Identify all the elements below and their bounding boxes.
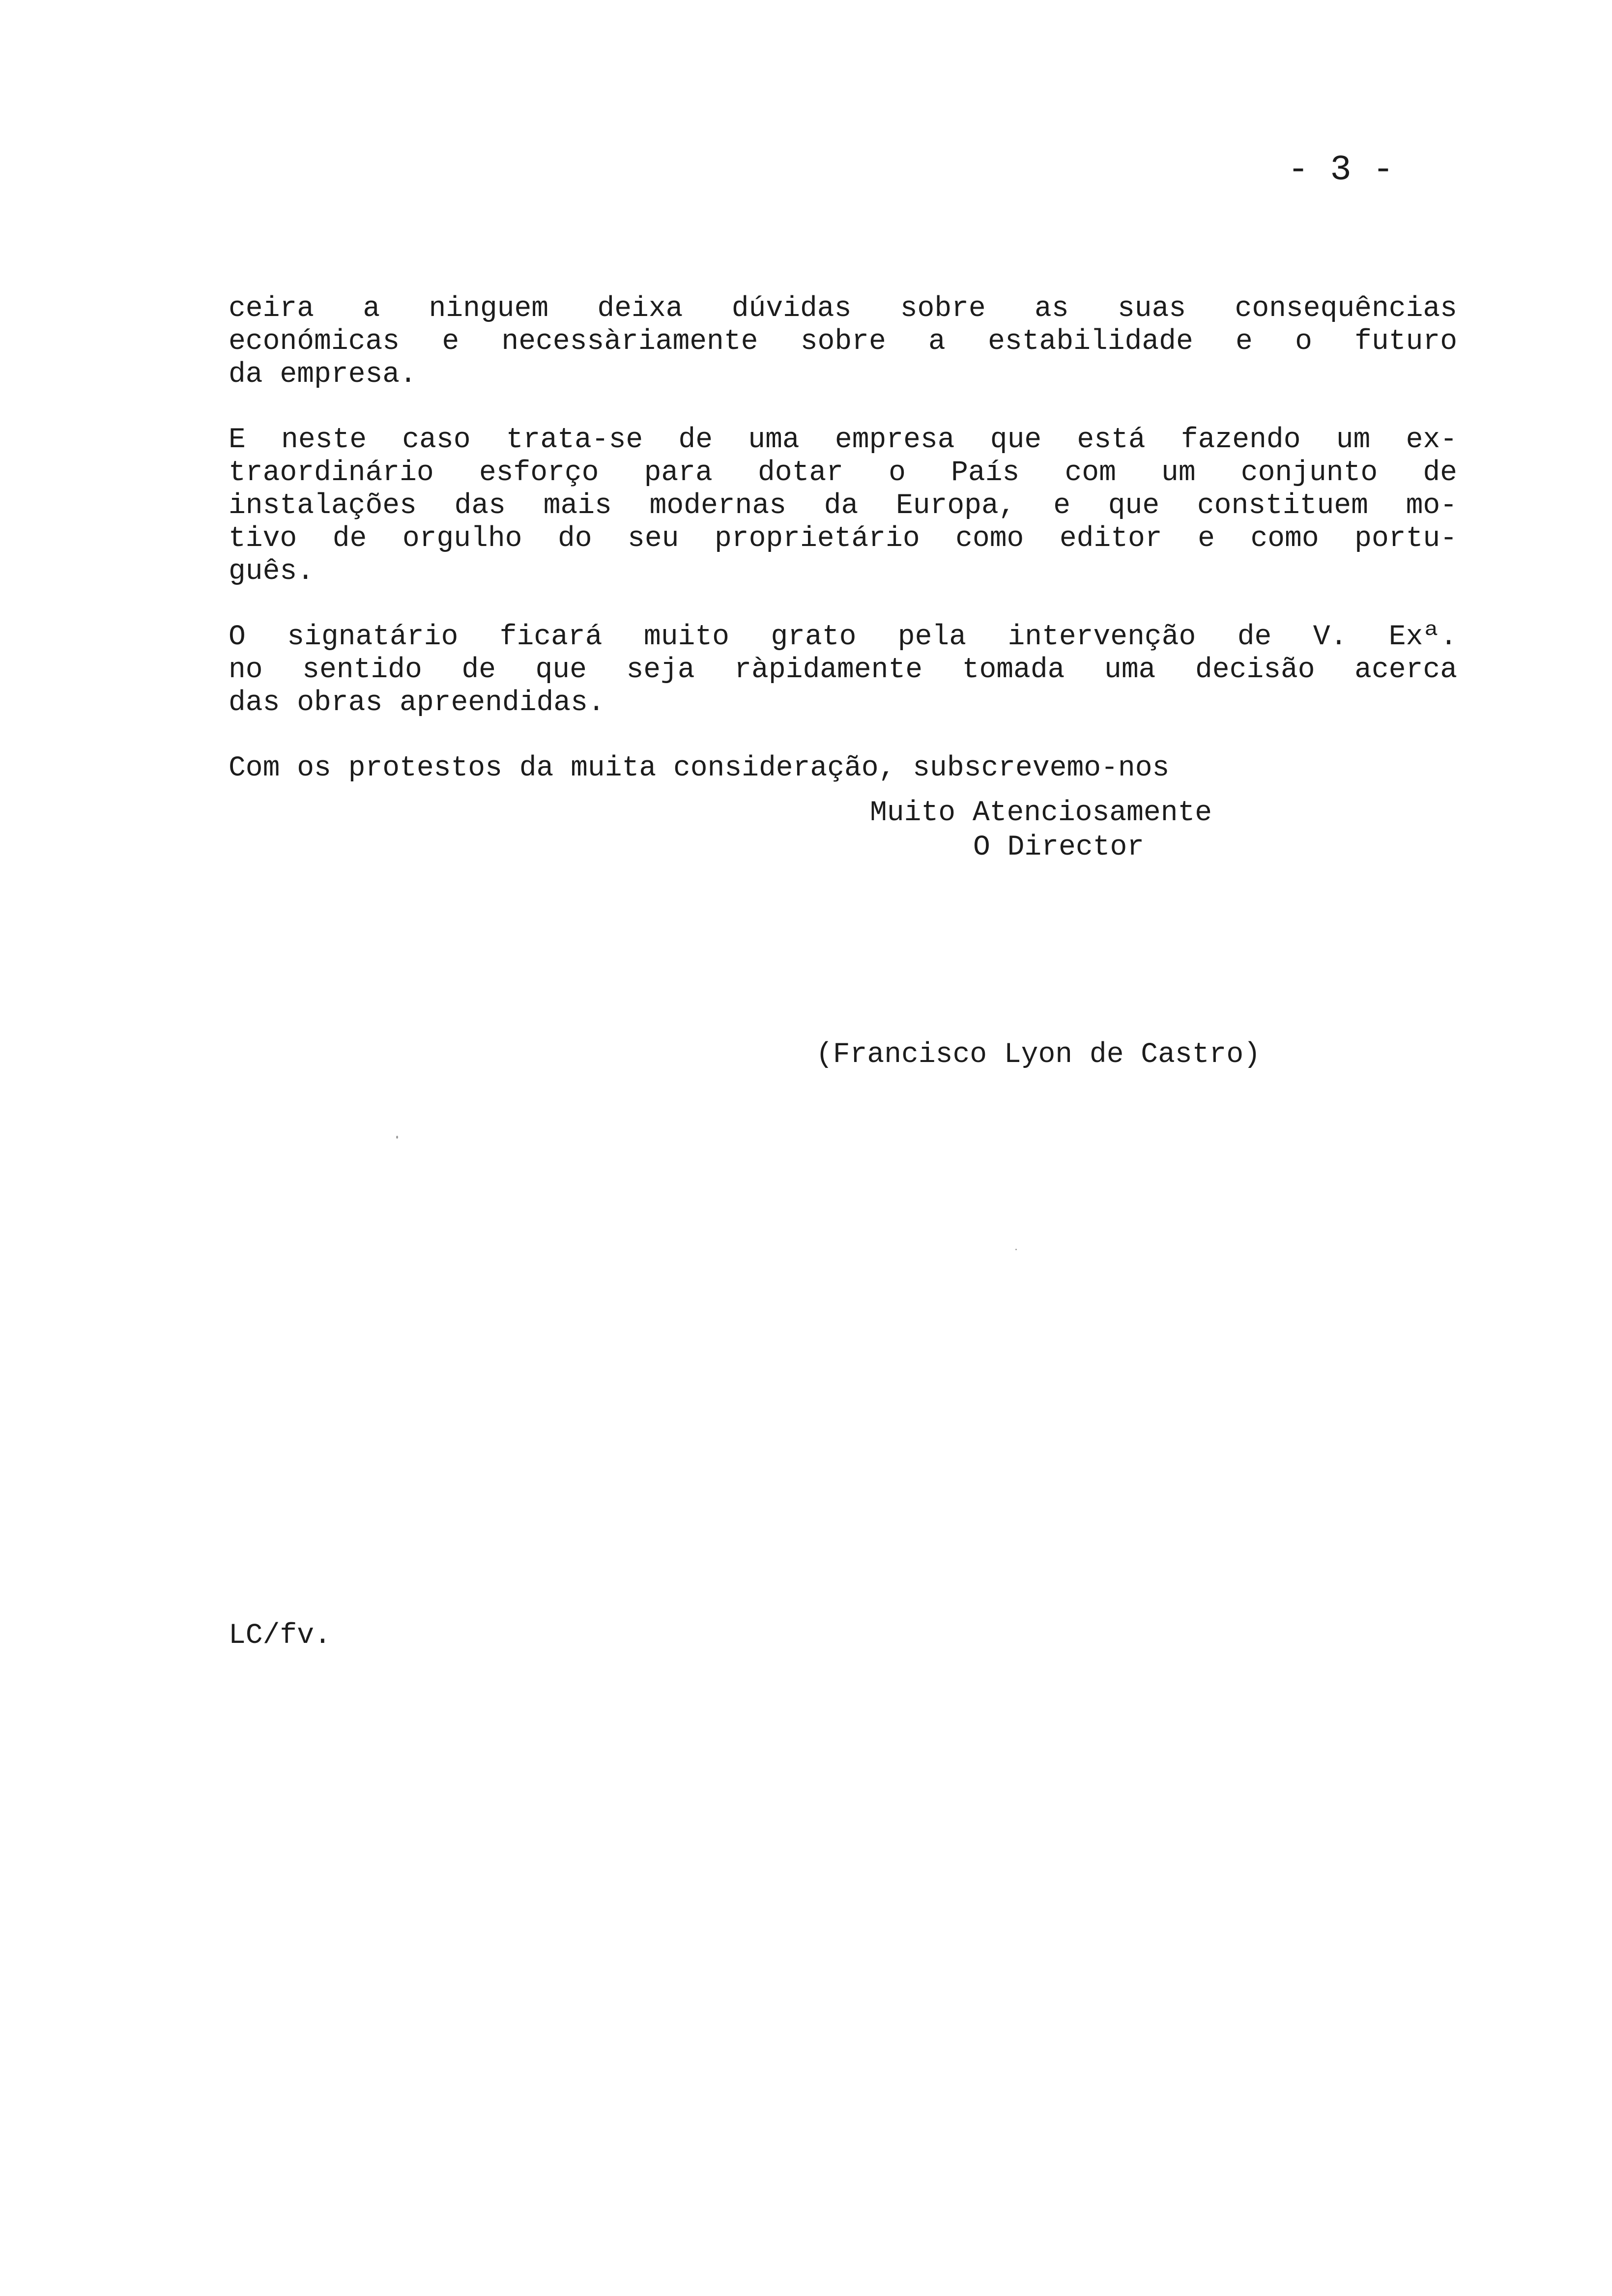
text-line: das obras apreendidas. xyxy=(229,687,605,719)
text-line: O signatário ficará muito grato pela intervenção de V. Exª. xyxy=(229,621,1457,653)
text-line: económicas e necessàriamente sobre a estabilidade e o futuro xyxy=(229,326,1457,358)
text-line: da empresa. xyxy=(229,359,417,391)
text-line: ceira a ninguem deixa dúvidas sobre as suas consequências xyxy=(229,293,1457,325)
closing-line: Com os protestos da muita consideração, subscrevemo-nos xyxy=(229,752,1170,784)
text-line: tivo de orgulho do seu proprietário como editor e como portu- xyxy=(229,523,1457,555)
text-line: E neste caso trata-se de uma empresa que está fazendo um ex- xyxy=(229,424,1457,456)
scan-speck xyxy=(396,1136,398,1139)
signoff-greeting: Muito Atenciosamente xyxy=(870,797,1212,829)
text-line: instalações das mais modernas da Europa, e que constituem mo- xyxy=(229,490,1457,522)
signoff-block xyxy=(870,796,1212,865)
text-line: guês. xyxy=(229,556,315,588)
paragraph-request xyxy=(229,621,1457,719)
page-number: - 3 - xyxy=(1288,150,1394,190)
paragraph-consequences xyxy=(229,292,1457,391)
reference-initials: LC/fv. xyxy=(229,1620,331,1652)
signoff-title: O Director xyxy=(973,832,1145,863)
text-line: no sentido de que seja ràpidamente tomada uma decisão acerca xyxy=(229,654,1457,686)
scan-speck xyxy=(1015,1249,1017,1250)
text-line: traordinário esforço para dotar o País com um conjunto de xyxy=(229,457,1457,489)
signature-name: (Francisco Lyon de Castro) xyxy=(816,1039,1261,1071)
paragraph-company-effort xyxy=(229,424,1457,588)
letter-body xyxy=(229,292,1457,785)
